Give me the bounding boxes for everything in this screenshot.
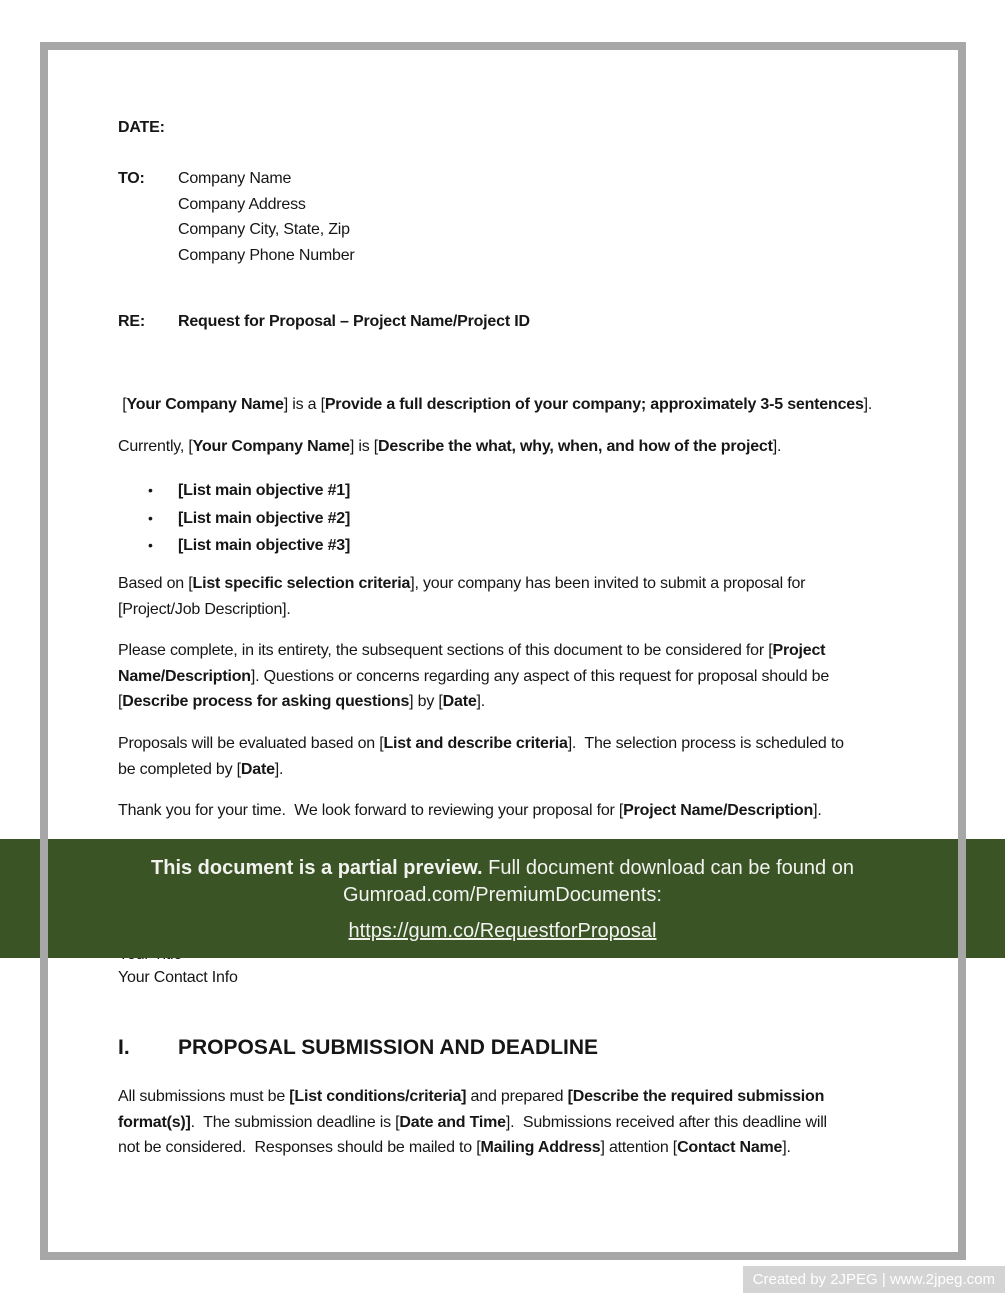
text-line: Company Name xyxy=(178,170,292,187)
text-line: All submissions must be [List conditions/criteria] and prepared [Describe the required submission xyxy=(118,1088,825,1105)
bullet-icon: • xyxy=(148,537,153,553)
banner-link-row xyxy=(0,918,1005,945)
text-line: not be considered. Responses should be mailed to [Mailing Address] attention [Contact Name]. xyxy=(118,1139,791,1156)
bullet-icon: • xyxy=(148,509,153,526)
intro-paragraph xyxy=(118,392,872,418)
bullet-text: [List main objective #2] xyxy=(178,509,351,527)
text-line: Company City, State, Zip xyxy=(178,221,350,238)
text-line: Your Contact Info xyxy=(118,968,238,986)
text-line: Please complete, in its entirety, the subsequent sections of this document to be considered for [Project xyxy=(118,642,826,659)
text-line: [Project/Job Description]. xyxy=(118,600,291,618)
bullet-item xyxy=(148,477,350,505)
evaluation-paragraph xyxy=(118,731,844,782)
watermark-badge: Created by 2JPEG | www.2jpeg.com xyxy=(743,1266,1005,1293)
objectives-list xyxy=(148,477,350,560)
banner-line-2: Gumroad.com/PremiumDocuments: xyxy=(343,884,662,906)
gumroad-link[interactable]: https://gum.co/RequestforProposal xyxy=(348,920,657,942)
to-address-block xyxy=(178,166,355,268)
text-line: Company Phone Number xyxy=(178,246,355,264)
text-line: Thank you for your time. We look forward to reviewing your proposal for [Project Name/Description]. xyxy=(118,802,822,819)
to-label: TO: xyxy=(118,170,145,187)
text-line: Name/Description]. Questions or concerns regarding any aspect of this request for proposal should be xyxy=(118,667,830,685)
text-line: Based on [List specific selection criteria], your company has been invited to submit a proposal for xyxy=(118,575,806,592)
text-line: Currently, [Your Company Name] is [Describe the what, why, when, and how of the project]. xyxy=(118,438,782,455)
section-heading: PROPOSAL SUBMISSION AND DEADLINE xyxy=(178,1036,599,1059)
bullet-text: [List main objective #1] xyxy=(178,482,351,499)
re-label: RE: xyxy=(118,313,145,330)
bullet-icon: • xyxy=(148,482,153,498)
banner-line-1-rest: Full document download can be found on xyxy=(482,857,854,879)
complete-paragraph xyxy=(118,638,829,715)
date-label: DATE: xyxy=(118,119,165,136)
text-line: [Your Company Name] is a [Provide a full description of your company; approximately 3-5 sentences]. xyxy=(118,396,873,413)
selection-paragraph xyxy=(118,571,805,622)
banner-line-1 xyxy=(0,855,1005,882)
text-line: format(s)]. The submission deadline is [Date and Time]. Submissions received after this deadline will xyxy=(118,1113,827,1131)
section-numeral: I. xyxy=(118,1036,130,1059)
re-subject: Request for Proposal – Project Name/Project ID xyxy=(178,313,530,330)
text-line: Company Address xyxy=(178,195,306,213)
bullet-item xyxy=(148,532,350,560)
bullet-text: [List main objective #3] xyxy=(178,537,351,554)
text-line: be completed by [Date]. xyxy=(118,760,284,778)
text-line: [Describe process for asking questions] by [Date]. xyxy=(118,693,486,710)
currently-paragraph xyxy=(118,434,781,460)
text-line: Proposals will be evaluated based on [List and describe criteria]. The selection process is scheduled to xyxy=(118,735,844,752)
preview-banner xyxy=(0,839,1005,958)
bullet-item xyxy=(148,505,350,533)
thanks-paragraph xyxy=(118,798,822,824)
banner-line-1-bold: This document is a partial preview. xyxy=(151,857,483,879)
submission-paragraph xyxy=(118,1084,827,1161)
